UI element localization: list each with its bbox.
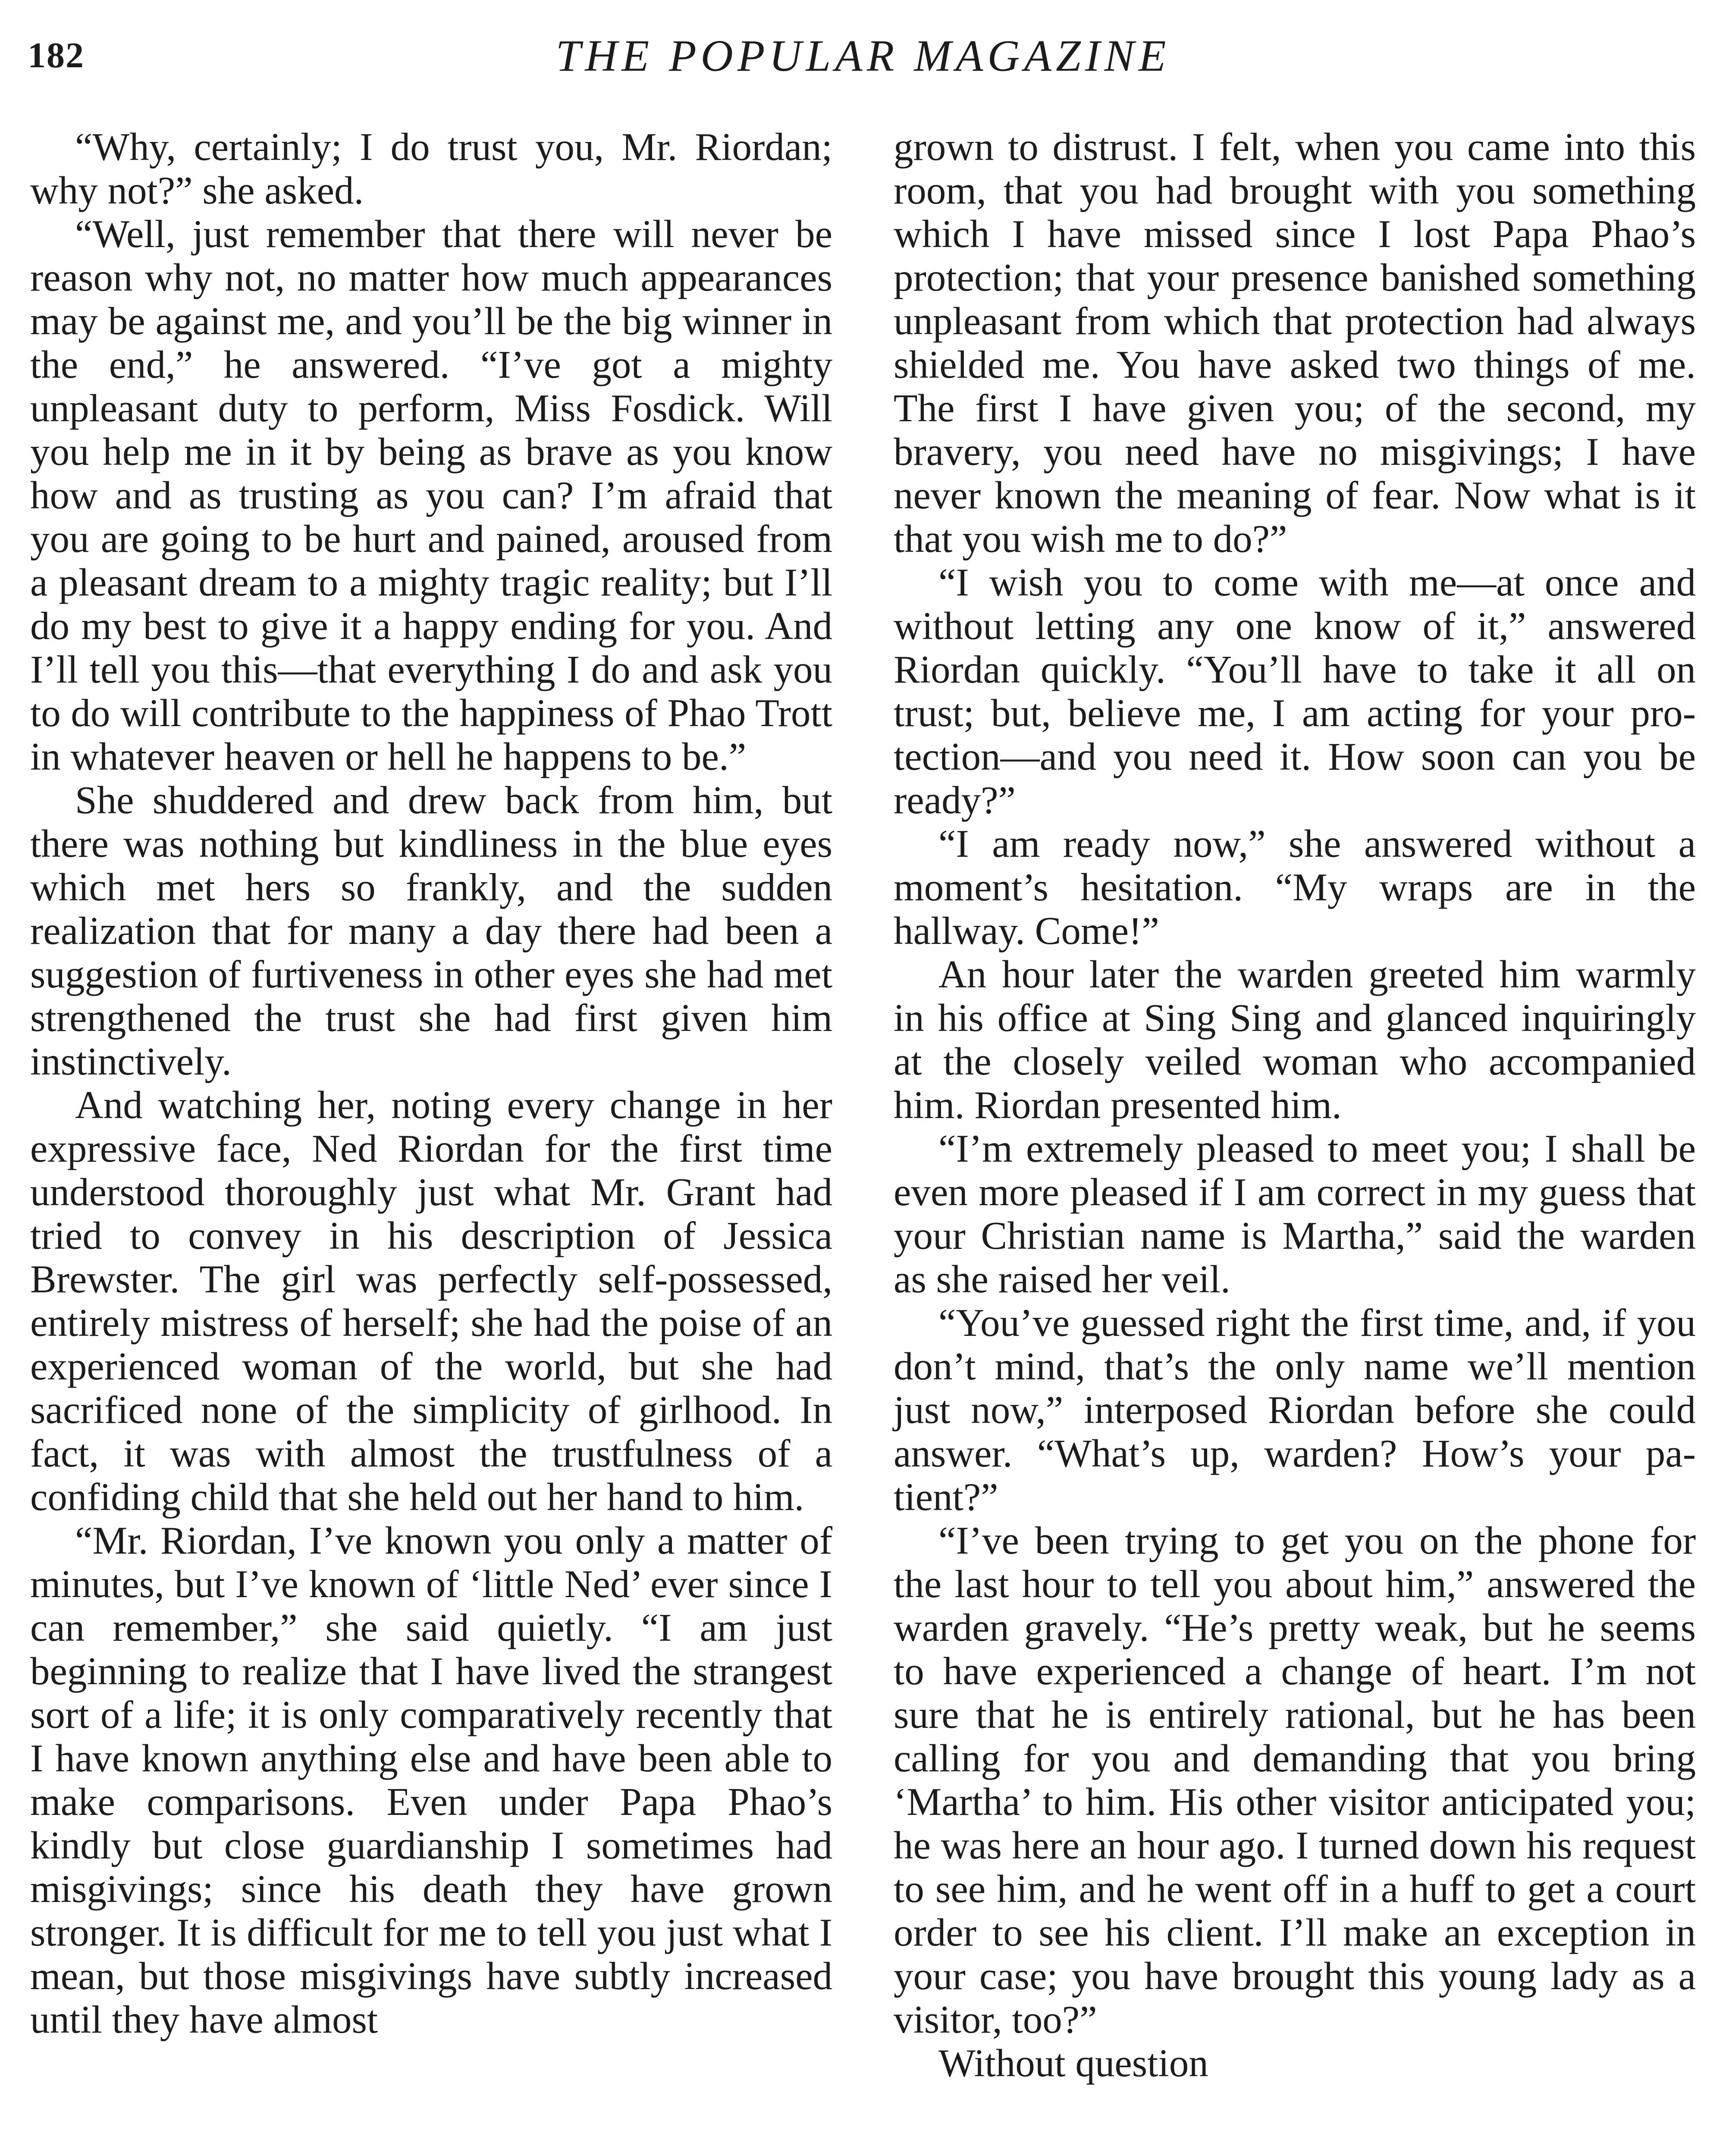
- paragraph: “I’m extremely pleased to meet you; I shall be even more pleased if I am correct in my guess that your Christian name is Martha,” said the warden as she raised her veil.: [894, 1127, 1696, 1301]
- page-header: [28, 30, 1698, 95]
- paragraph: And watching her, noting every change in her expressive face, Ned Riordan for the first time understood thoroughly just what Mr. Grant had tried to convey in his description of Jessica Brewster. The girl was perfectly self-possessed, entirely mistress of herself; she had the poise of an experienced woman of the world, but she had sacrificed none of the simplicity of girlhood. In fact, it was with almost the trustfulness of a confiding child that she held out her hand to him.: [30, 1083, 832, 1519]
- paragraph: “I am ready now,” she answered without a moment’s hesitation. “My wraps are in the hallway. Come!”: [894, 822, 1696, 953]
- page-number: 182: [28, 35, 85, 75]
- paragraph: She shuddered and drew back from him, but there was nothing but kindliness in the blue eyes which met hers so frankly, and the sudden realization that for many a day there had been a suggestion of furtiveness in other eyes she had met strengthened the trust she had first given him instinctively.: [30, 778, 832, 1083]
- left-column: [30, 125, 832, 2156]
- paragraph: “Mr. Riordan, I’ve known you only a matter of minutes, but I’ve known of ‘little Ned’ ever since I can remember,” she said quietly. “I am just beginning to realize that I have lived the strangest sort of a life; it is only comparatively recently that I have known anything else and have been able to make comparisons. Even under Papa Phao’s kindly but close guardianship I sometimes had misgivings; since his death they have grown stronger. It is difficult for me to tell you just what I mean, but those misgivings have subtly increased until they have almost: [30, 1519, 832, 2041]
- paragraph: An hour later the warden greeted him warmly in his office at Sing Sing and glanced inquiringly at the closely veiled woman who accompanied him. Riordan presented him.: [894, 953, 1696, 1127]
- paragraph-continuation: grown to distrust. I felt, when you came into this room, that you had brought with you something which I have missed since I lost Papa Phao’s protection; that your presence banished something unpleasant from which that protection had always shielded me. You have asked two things of me. The first I have given you; of the second, my bravery, you need have no misgivings; I have never known the meaning of fear. Now what is it that you wish me to do?”: [894, 125, 1696, 561]
- paragraph: Without question: [938, 2041, 1208, 2085]
- paragraph: “Why, certainly; I do trust you, Mr. Riordan; why not?” she asked.: [30, 125, 832, 212]
- running-title: THE POPULAR MAGAZINE: [555, 31, 1171, 81]
- paragraph: “You’ve guessed right the first time, and, if you don’t mind, that’s the only name we’ll mention just now,” interposed Riordan before she could answer. “What’s up, warden? How’s your patient?”: [894, 1301, 1696, 1519]
- paragraph: “Well, just remember that there will never be reason why not, no matter how much appearances may be against me, and you’ll be the big winner in the end,” he answered. “I’ve got a mighty unpleasant duty to perform, Miss Fosdick. Will you help me in it by being as brave as you know how and as trusting as you can? I’m afraid that you are going to be hurt and pained, aroused from a pleasant dream to a mighty tragic reality; but I’ll do my best to give it a happy ending for you. And I’ll tell you this—that everything I do and ask you to do will contribute to the happiness of Phao Trott in whatever heaven or hell he happens to be.”: [30, 212, 832, 778]
- right-column: [894, 125, 1696, 2156]
- paragraph: “I wish you to come with me—at once and without letting any one know of it,” answered Riordan quickly. “You’ll have to take it all on trust; but, believe me, I am acting for your protection—and you need it. How soon can you be ready?”: [894, 561, 1696, 822]
- paragraph: “I’ve been trying to get you on the phone for the last hour to tell you about him,” answered the warden gravely. “He’s pretty weak, but he seems to have experienced a change of heart. I’m not sure that he is entirely rational, but he has been calling for you and demanding that you bring ‘Martha’ to him. His other visitor anticipated you; he was here an hour ago. I turned down his request to see him, and he went off in a huff to get a court order to see his client. I’ll make an exception in your case; you have brought this young lady as a visitor, too?”: [894, 1519, 1696, 2041]
